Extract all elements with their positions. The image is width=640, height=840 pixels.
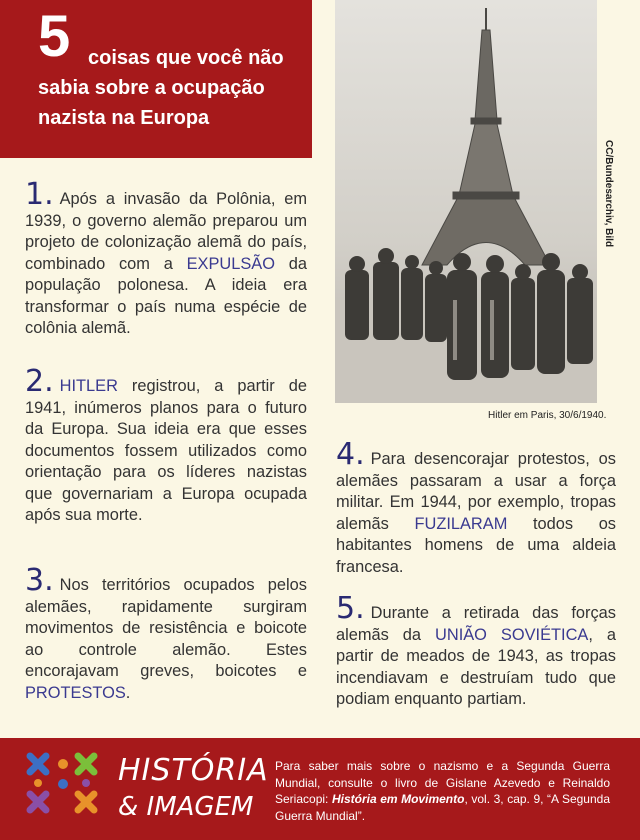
fact-item-5 [336, 591, 616, 711]
title-line-2: sabia sobre a ocupação [38, 77, 265, 99]
fact-item-1 [25, 177, 307, 340]
hitler-paris-photo [335, 0, 597, 403]
fact-item-4 [336, 437, 616, 578]
brand-title-line-2: & IMAGEM [118, 792, 254, 822]
note-text: Para saber mais sobre o nazismo e a Segunda Guerra Mundial, consulte o livro de Gislane Azevedo e Reinaldo Seriacopi: [275, 759, 610, 807]
fact-item-2 [25, 364, 307, 527]
fact-number: 3. [25, 563, 54, 598]
fact-number: 5. [336, 591, 365, 626]
further-reading-note [275, 758, 610, 824]
title-line-3: nazista na Europa [38, 107, 210, 129]
fact-text: Nos territórios ocupados pelos alemães, rapidamente surgiram movimentos de resistência e boicote ao controle alemão. Estes encorajavam greves, boicotes e [25, 576, 307, 680]
fact-text: Após a invasão da Polônia, em 1939, o governo alemão preparou um projeto de colonização alemã do país, combinado com a [25, 190, 307, 273]
fact-keyword: UNIÃO SOVIÉTICA [435, 625, 589, 644]
fact-text: Durante a retirada das forças alemãs da [336, 604, 616, 644]
fact-keyword: EXPULSÃO [186, 254, 275, 273]
fact-text: registrou, a partir de 1941, inúmeros planos para o futuro da Europa. Sua ideia era que esses documentos fossem utilizados como orientação para os líderes nazistas que governariam a Europa ocupada após sua morte. [25, 377, 307, 524]
fact-number: 2. [25, 364, 54, 399]
fact-text: da população polonesa. A ideia era transformar o país numa espécie de colônia alemã. [25, 254, 307, 337]
historia-imagem-logo-icon [24, 750, 102, 820]
fact-text: . [125, 683, 131, 702]
fact-item-3 [25, 563, 307, 704]
fact-text: Para desencorajar protestos, os alemães passaram a usar a força militar. Em 1944, por exemplo, tropas alemãs [336, 450, 616, 533]
fact-text: todos os habitantes homens de uma aldeia francesa. [336, 514, 616, 576]
fact-number: 4. [336, 437, 365, 472]
title-line-1: coisas que você não [88, 47, 284, 69]
photo-credit: CC/Bundesarchiv, Bild [603, 140, 614, 248]
fact-number: 1. [25, 177, 54, 212]
book-title: História em Movimento [331, 792, 465, 807]
photo-caption: Hitler em Paris, 30/6/1940. [488, 410, 607, 421]
fact-keyword: HITLER [59, 377, 118, 395]
fact-keyword: FUZILARAM [414, 514, 508, 533]
eiffel-tower-photo-illustration [335, 0, 597, 403]
fact-text: , a partir de meados de 1943, as tropas incendiavam e destruíam tudo que podiam enquanto partiam. [336, 625, 616, 708]
title-number: 5 [38, 4, 71, 69]
fact-keyword: PROTESTOS [25, 683, 126, 702]
note-text: , vol. 3, cap. 9, “A Segunda Guerra Mundial”. [275, 792, 610, 823]
brand-title-line-1: HISTÓRIA [118, 753, 269, 788]
title-banner [0, 0, 312, 158]
